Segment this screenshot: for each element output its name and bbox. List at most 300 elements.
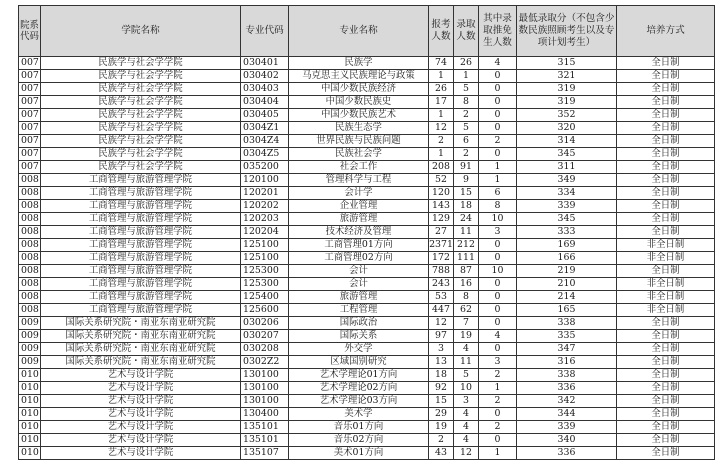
applicants-cell: 208 <box>429 161 454 174</box>
study-mode-cell: 非全日制 <box>617 239 715 252</box>
header-dept-code: 院系代码 <box>19 6 41 57</box>
admitted-cell: 5 <box>454 83 479 96</box>
min-score-cell: 210 <box>517 278 617 291</box>
major-code-cell: 030208 <box>241 343 289 356</box>
admitted-cell: 7 <box>454 317 479 330</box>
header-study-mode: 培养方式 <box>617 6 715 57</box>
dept-code-cell: 007 <box>19 109 41 122</box>
study-mode-cell: 全日制 <box>617 109 715 122</box>
exempt-cell: 8 <box>479 200 517 213</box>
dept-code-cell: 009 <box>19 330 41 343</box>
admitted-cell: 111 <box>454 252 479 265</box>
min-score-cell: 165 <box>517 304 617 317</box>
table-row <box>19 122 715 135</box>
admitted-cell: 26 <box>454 57 479 70</box>
exempt-cell: 0 <box>479 317 517 330</box>
exempt-cell: 3 <box>479 226 517 239</box>
study-mode-cell: 全日制 <box>617 187 715 200</box>
exempt-cell: 4 <box>479 330 517 343</box>
exempt-cell: 1 <box>479 447 517 460</box>
min-score-cell: 219 <box>517 265 617 278</box>
exempt-cell: 0 <box>479 239 517 252</box>
admitted-cell: 16 <box>454 278 479 291</box>
admitted-cell: 3 <box>454 395 479 408</box>
applicants-cell: 53 <box>429 291 454 304</box>
major-code-cell: 0302Z2 <box>241 356 289 369</box>
exempt-cell: 2 <box>479 395 517 408</box>
table-row <box>19 252 715 265</box>
admission-table <box>18 5 715 460</box>
major-code-cell: 120204 <box>241 226 289 239</box>
min-score-cell: 334 <box>517 187 617 200</box>
admitted-cell: 19 <box>454 330 479 343</box>
applicants-cell: 74 <box>429 57 454 70</box>
min-score-cell: 319 <box>517 96 617 109</box>
major-name-cell: 旅游管理 <box>289 291 429 304</box>
exempt-cell: 0 <box>479 408 517 421</box>
major-name-cell: 艺术学理论03方向 <box>289 395 429 408</box>
study-mode-cell: 全日制 <box>617 421 715 434</box>
dept-name-cell: 工商管理与旅游管理学院 <box>41 265 241 278</box>
major-name-cell: 会计学 <box>289 187 429 200</box>
applicants-cell: 788 <box>429 265 454 278</box>
exempt-cell: 0 <box>479 109 517 122</box>
dept-code-cell: 007 <box>19 70 41 83</box>
major-name-cell: 工商管理02方向 <box>289 252 429 265</box>
dept-name-cell: 工商管理与旅游管理学院 <box>41 174 241 187</box>
study-mode-cell: 非全日制 <box>617 278 715 291</box>
min-score-cell: 339 <box>517 421 617 434</box>
dept-code-cell: 008 <box>19 291 41 304</box>
study-mode-cell: 全日制 <box>617 356 715 369</box>
dept-code-cell: 010 <box>19 395 41 408</box>
admitted-cell: 1 <box>454 70 479 83</box>
applicants-cell: 27 <box>429 226 454 239</box>
min-score-cell: 342 <box>517 395 617 408</box>
table-row <box>19 83 715 96</box>
major-code-cell: 125400 <box>241 291 289 304</box>
min-score-cell: 314 <box>517 135 617 148</box>
applicants-cell: 13 <box>429 356 454 369</box>
study-mode-cell: 全日制 <box>617 122 715 135</box>
admitted-cell: 5 <box>454 369 479 382</box>
major-code-cell: 135101 <box>241 421 289 434</box>
min-score-cell: 345 <box>517 148 617 161</box>
dept-name-cell: 民族学与社会学学院 <box>41 70 241 83</box>
major-name-cell: 民族学 <box>289 57 429 70</box>
study-mode-cell: 全日制 <box>617 200 715 213</box>
major-name-cell: 中国少数民族艺术 <box>289 109 429 122</box>
dept-name-cell: 艺术与设计学院 <box>41 447 241 460</box>
exempt-cell: 0 <box>479 304 517 317</box>
dept-name-cell: 工商管理与旅游管理学院 <box>41 252 241 265</box>
admitted-cell: 18 <box>454 200 479 213</box>
min-score-cell: 333 <box>517 226 617 239</box>
min-score-cell: 319 <box>517 83 617 96</box>
major-name-cell: 艺术学理论01方向 <box>289 369 429 382</box>
study-mode-cell: 全日制 <box>617 265 715 278</box>
dept-code-cell: 008 <box>19 252 41 265</box>
major-code-cell: 120203 <box>241 213 289 226</box>
major-code-cell: 120202 <box>241 200 289 213</box>
major-code-cell: 030207 <box>241 330 289 343</box>
min-score-cell: 345 <box>517 213 617 226</box>
admitted-cell: 91 <box>454 161 479 174</box>
applicants-cell: 12 <box>429 317 454 330</box>
table-row <box>19 317 715 330</box>
dept-name-cell: 民族学与社会学学院 <box>41 109 241 122</box>
admitted-cell: 2 <box>454 109 479 122</box>
exempt-cell: 0 <box>479 83 517 96</box>
major-code-cell: 135101 <box>241 434 289 447</box>
min-score-cell: 166 <box>517 252 617 265</box>
applicants-cell: 1 <box>429 148 454 161</box>
min-score-cell: 352 <box>517 109 617 122</box>
dept-name-cell: 民族学与社会学学院 <box>41 83 241 96</box>
dept-name-cell: 工商管理与旅游管理学院 <box>41 304 241 317</box>
dept-name-cell: 民族学与社会学学院 <box>41 135 241 148</box>
study-mode-cell: 全日制 <box>617 434 715 447</box>
admitted-cell: 4 <box>454 421 479 434</box>
dept-code-cell: 007 <box>19 161 41 174</box>
exempt-cell: 2 <box>479 369 517 382</box>
major-name-cell: 会计 <box>289 278 429 291</box>
applicants-cell: 12 <box>429 122 454 135</box>
min-score-cell: 315 <box>517 57 617 70</box>
applicants-cell: 1 <box>429 109 454 122</box>
major-name-cell: 社会工作 <box>289 161 429 174</box>
header-min-score: 最低录取分（不包含少数民族照顾考生以及专项计划考生） <box>517 6 617 57</box>
exempt-cell: 0 <box>479 252 517 265</box>
admitted-cell: 24 <box>454 213 479 226</box>
dept-code-cell: 010 <box>19 434 41 447</box>
dept-code-cell: 008 <box>19 239 41 252</box>
table-row <box>19 187 715 200</box>
applicants-cell: 26 <box>429 83 454 96</box>
table-header-row <box>19 6 715 57</box>
table-row <box>19 213 715 226</box>
dept-name-cell: 工商管理与旅游管理学院 <box>41 187 241 200</box>
study-mode-cell: 全日制 <box>617 447 715 460</box>
applicants-cell: 1 <box>429 70 454 83</box>
table-row <box>19 330 715 343</box>
major-name-cell: 工程管理 <box>289 304 429 317</box>
applicants-cell: 52 <box>429 174 454 187</box>
study-mode-cell: 全日制 <box>617 83 715 96</box>
table-row <box>19 278 715 291</box>
major-name-cell: 音乐01方向 <box>289 421 429 434</box>
admitted-cell: 8 <box>454 96 479 109</box>
study-mode-cell: 非全日制 <box>617 252 715 265</box>
table-row <box>19 343 715 356</box>
major-code-cell: 125600 <box>241 304 289 317</box>
table-row <box>19 148 715 161</box>
min-score-cell: 335 <box>517 330 617 343</box>
dept-code-cell: 010 <box>19 408 41 421</box>
major-name-cell: 民族生态学 <box>289 122 429 135</box>
exempt-cell: 0 <box>479 278 517 291</box>
table-row <box>19 434 715 447</box>
study-mode-cell: 全日制 <box>617 226 715 239</box>
min-score-cell: 336 <box>517 447 617 460</box>
major-code-cell: 030402 <box>241 70 289 83</box>
dept-code-cell: 009 <box>19 343 41 356</box>
exempt-cell: 10 <box>479 213 517 226</box>
major-code-cell: 125100 <box>241 239 289 252</box>
major-name-cell: 外交学 <box>289 343 429 356</box>
dept-name-cell: 民族学与社会学学院 <box>41 57 241 70</box>
min-score-cell: 336 <box>517 382 617 395</box>
admitted-cell: 2 <box>454 148 479 161</box>
major-name-cell: 区域国别研究 <box>289 356 429 369</box>
exempt-cell: 0 <box>479 96 517 109</box>
admitted-cell: 4 <box>454 408 479 421</box>
study-mode-cell: 全日制 <box>617 135 715 148</box>
table-body <box>19 57 715 460</box>
dept-code-cell: 007 <box>19 83 41 96</box>
applicants-cell: 29 <box>429 408 454 421</box>
major-code-cell: 030206 <box>241 317 289 330</box>
applicants-cell: 2 <box>429 434 454 447</box>
min-score-cell: 321 <box>517 70 617 83</box>
study-mode-cell: 全日制 <box>617 213 715 226</box>
applicants-cell: 17 <box>429 96 454 109</box>
dept-code-cell: 007 <box>19 135 41 148</box>
table-row <box>19 57 715 70</box>
major-code-cell: 120100 <box>241 174 289 187</box>
major-name-cell: 会计 <box>289 265 429 278</box>
table-row <box>19 70 715 83</box>
header-dept-name: 学院名称 <box>41 6 241 57</box>
table-row <box>19 200 715 213</box>
dept-name-cell: 工商管理与旅游管理学院 <box>41 239 241 252</box>
study-mode-cell: 全日制 <box>617 408 715 421</box>
major-code-cell: 030405 <box>241 109 289 122</box>
min-score-cell: 344 <box>517 408 617 421</box>
major-name-cell: 世界民族与民族问题 <box>289 135 429 148</box>
study-mode-cell: 全日制 <box>617 148 715 161</box>
exempt-cell: 2 <box>479 421 517 434</box>
study-mode-cell: 全日制 <box>617 317 715 330</box>
table-row <box>19 395 715 408</box>
applicants-cell: 15 <box>429 395 454 408</box>
dept-code-cell: 008 <box>19 200 41 213</box>
dept-code-cell: 008 <box>19 304 41 317</box>
dept-code-cell: 007 <box>19 122 41 135</box>
table-row <box>19 265 715 278</box>
applicants-cell: 18 <box>429 369 454 382</box>
dept-name-cell: 工商管理与旅游管理学院 <box>41 226 241 239</box>
major-code-cell: 035200 <box>241 161 289 174</box>
dept-code-cell: 009 <box>19 317 41 330</box>
major-code-cell: 030404 <box>241 96 289 109</box>
admitted-cell: 6 <box>454 135 479 148</box>
study-mode-cell: 全日制 <box>617 96 715 109</box>
major-code-cell: 0304Z4 <box>241 135 289 148</box>
major-code-cell: 0304Z1 <box>241 122 289 135</box>
min-score-cell: 347 <box>517 343 617 356</box>
major-code-cell: 125100 <box>241 252 289 265</box>
major-code-cell: 135107 <box>241 447 289 460</box>
admitted-cell: 11 <box>454 226 479 239</box>
min-score-cell: 311 <box>517 161 617 174</box>
exempt-cell: 6 <box>479 187 517 200</box>
applicants-cell: 19 <box>429 421 454 434</box>
exempt-cell: 10 <box>479 265 517 278</box>
header-major-code: 专业代码 <box>241 6 289 57</box>
exempt-cell: 1 <box>479 174 517 187</box>
admitted-cell: 212 <box>454 239 479 252</box>
dept-name-cell: 民族学与社会学学院 <box>41 161 241 174</box>
major-name-cell: 美术01方向 <box>289 447 429 460</box>
dept-name-cell: 艺术与设计学院 <box>41 408 241 421</box>
study-mode-cell: 全日制 <box>617 161 715 174</box>
major-code-cell: 125300 <box>241 278 289 291</box>
major-code-cell: 0304Z5 <box>241 148 289 161</box>
admitted-cell: 87 <box>454 265 479 278</box>
table-row <box>19 369 715 382</box>
min-score-cell: 349 <box>517 174 617 187</box>
dept-name-cell: 工商管理与旅游管理学院 <box>41 291 241 304</box>
exempt-cell: 0 <box>479 148 517 161</box>
table-row <box>19 96 715 109</box>
table-row <box>19 109 715 122</box>
study-mode-cell: 非全日制 <box>617 291 715 304</box>
min-score-cell: 338 <box>517 317 617 330</box>
dept-name-cell: 工商管理与旅游管理学院 <box>41 278 241 291</box>
dept-code-cell: 010 <box>19 369 41 382</box>
exempt-cell: 0 <box>479 343 517 356</box>
major-name-cell: 艺术学理论02方向 <box>289 382 429 395</box>
dept-name-cell: 艺术与设计学院 <box>41 434 241 447</box>
applicants-cell: 2 <box>429 135 454 148</box>
major-name-cell: 工商管理01方向 <box>289 239 429 252</box>
applicants-cell: 97 <box>429 330 454 343</box>
exempt-cell: 4 <box>479 57 517 70</box>
dept-code-cell: 008 <box>19 213 41 226</box>
dept-code-cell: 008 <box>19 278 41 291</box>
min-score-cell: 338 <box>517 369 617 382</box>
dept-code-cell: 007 <box>19 57 41 70</box>
table-row <box>19 408 715 421</box>
major-name-cell: 技术经济及管理 <box>289 226 429 239</box>
major-code-cell: 030403 <box>241 83 289 96</box>
dept-code-cell: 007 <box>19 148 41 161</box>
min-score-cell: 339 <box>517 200 617 213</box>
dept-code-cell: 008 <box>19 265 41 278</box>
table-row <box>19 174 715 187</box>
applicants-cell: 43 <box>429 447 454 460</box>
applicants-cell: 3 <box>429 343 454 356</box>
major-code-cell: 130100 <box>241 382 289 395</box>
table-row <box>19 226 715 239</box>
dept-name-cell: 工商管理与旅游管理学院 <box>41 213 241 226</box>
major-name-cell: 美术学 <box>289 408 429 421</box>
table-row <box>19 447 715 460</box>
exempt-cell: 0 <box>479 122 517 135</box>
table-row <box>19 304 715 317</box>
dept-name-cell: 民族学与社会学学院 <box>41 96 241 109</box>
major-name-cell: 国际关系 <box>289 330 429 343</box>
dept-name-cell: 艺术与设计学院 <box>41 421 241 434</box>
table-row <box>19 161 715 174</box>
dept-code-cell: 007 <box>19 96 41 109</box>
dept-name-cell: 艺术与设计学院 <box>41 369 241 382</box>
dept-name-cell: 国际关系研究院・南亚东南亚研究院 <box>41 356 241 369</box>
admitted-cell: 5 <box>454 122 479 135</box>
min-score-cell: 214 <box>517 291 617 304</box>
major-name-cell: 旅游管理 <box>289 213 429 226</box>
dept-name-cell: 国际关系研究院・南亚东南亚研究院 <box>41 330 241 343</box>
admitted-cell: 11 <box>454 356 479 369</box>
exempt-cell: 0 <box>479 70 517 83</box>
major-code-cell: 130100 <box>241 369 289 382</box>
major-name-cell: 国际政治 <box>289 317 429 330</box>
admitted-cell: 4 <box>454 343 479 356</box>
dept-code-cell: 010 <box>19 421 41 434</box>
study-mode-cell: 全日制 <box>617 369 715 382</box>
applicants-cell: 120 <box>429 187 454 200</box>
dept-code-cell: 010 <box>19 447 41 460</box>
major-name-cell: 马克思主义民族理论与政策 <box>289 70 429 83</box>
study-mode-cell: 全日制 <box>617 174 715 187</box>
header-major-name: 专业名称 <box>289 6 429 57</box>
min-score-cell: 169 <box>517 239 617 252</box>
applicants-cell: 243 <box>429 278 454 291</box>
admitted-cell: 9 <box>454 174 479 187</box>
major-code-cell: 125300 <box>241 265 289 278</box>
admitted-cell: 12 <box>454 447 479 460</box>
applicants-cell: 129 <box>429 213 454 226</box>
dept-code-cell: 008 <box>19 174 41 187</box>
major-name-cell: 音乐02方向 <box>289 434 429 447</box>
table-row <box>19 421 715 434</box>
study-mode-cell: 全日制 <box>617 330 715 343</box>
exempt-cell: 0 <box>479 434 517 447</box>
exempt-cell: 1 <box>479 382 517 395</box>
min-score-cell: 320 <box>517 122 617 135</box>
dept-code-cell: 009 <box>19 356 41 369</box>
major-name-cell: 民族社会学 <box>289 148 429 161</box>
dept-name-cell: 工商管理与旅游管理学院 <box>41 200 241 213</box>
applicants-cell: 2371 <box>429 239 453 250</box>
study-mode-cell: 全日制 <box>617 343 715 356</box>
header-applicants: 报考人数 <box>429 6 454 57</box>
study-mode-cell: 非全日制 <box>617 304 715 317</box>
applicants-cell: 447 <box>429 304 454 317</box>
applicants-cell: 172 <box>429 252 454 265</box>
table-row <box>19 239 715 252</box>
dept-name-cell: 民族学与社会学学院 <box>41 122 241 135</box>
table-row <box>19 356 715 369</box>
major-name-cell: 中国少数民族史 <box>289 96 429 109</box>
major-code-cell: 130100 <box>241 395 289 408</box>
applicants-cell: 92 <box>429 382 454 395</box>
major-name-cell: 中国少数民族经济 <box>289 83 429 96</box>
table-row <box>19 382 715 395</box>
admitted-cell: 15 <box>454 187 479 200</box>
study-mode-cell: 全日制 <box>617 57 715 70</box>
header-exempt: 其中录取推免生人数 <box>479 6 517 57</box>
exempt-cell: 0 <box>479 291 517 304</box>
dept-name-cell: 国际关系研究院・南亚东南亚研究院 <box>41 343 241 356</box>
exempt-cell: 3 <box>479 356 517 369</box>
study-mode-cell: 全日制 <box>617 382 715 395</box>
dept-code-cell: 008 <box>19 226 41 239</box>
admitted-cell: 8 <box>454 291 479 304</box>
exempt-cell: 2 <box>479 135 517 148</box>
major-code-cell: 130400 <box>241 408 289 421</box>
